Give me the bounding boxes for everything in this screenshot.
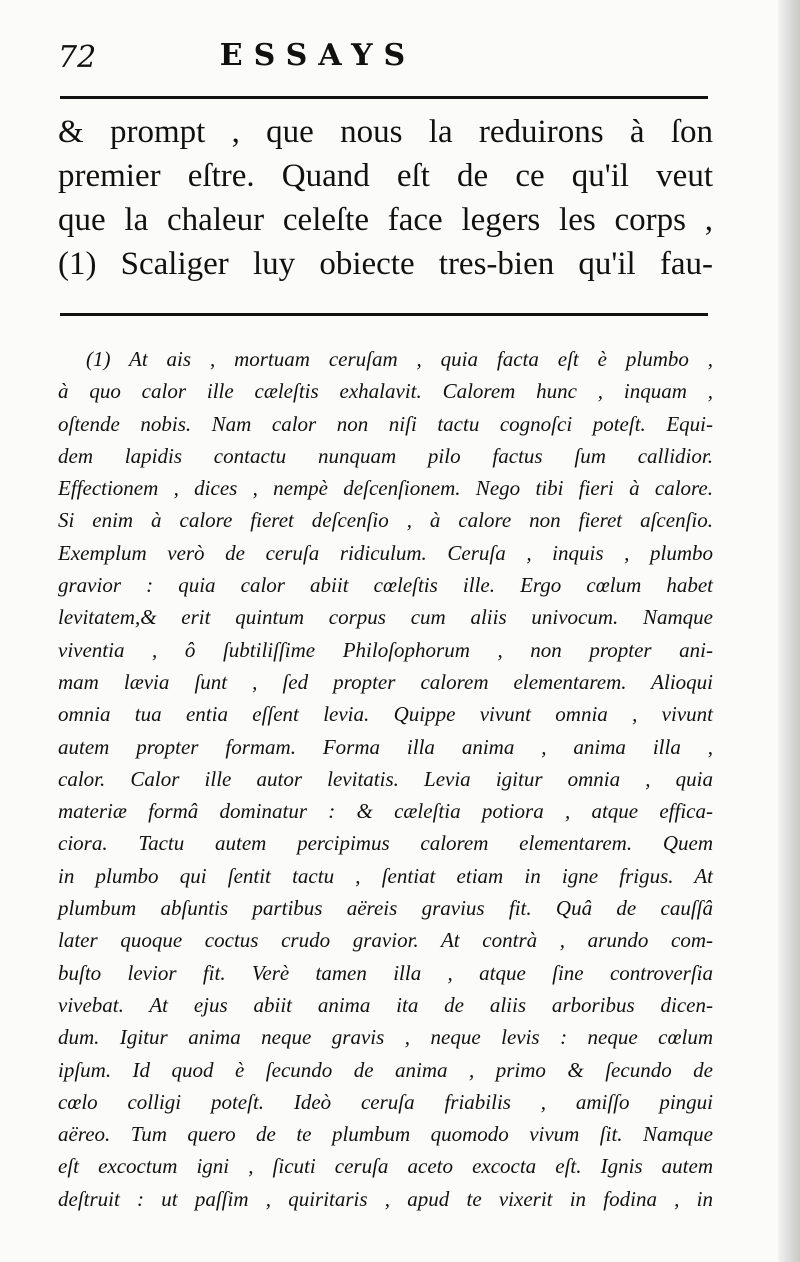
footnote-rule <box>60 313 708 316</box>
footnote-line: deſtruit : ut paſſim , quiritaris , apud te vixerit in fodina , in <box>58 1186 713 1211</box>
footnote-line: cœlo colligi poteſt. Ideò ceruſa friabilis , amiſſo pingui <box>58 1089 713 1114</box>
footnote-line: ciora. Tactu autem percipimus calorem elementarem. Quem <box>58 831 713 856</box>
footnote-line: plumbum abſuntis partibus aëreis gravius fit. Quâ de cauſſâ <box>58 896 713 921</box>
page-number: 72 <box>58 40 97 75</box>
footnote-line: vivebat. At ejus abiit anima ita de aliis arboribus dicen- <box>58 992 713 1017</box>
footnote-line: buſto levior fit. Verè tamen illa , atque ſine controverſia <box>58 960 713 985</box>
footnote-line: Effectionem , dices , nempè deſcenſionem. Nego tibi fieri à calore. <box>58 476 713 501</box>
page-header <box>58 36 708 76</box>
main-text-line: premier eſtre. Quand eſt de ce qu'il veut <box>58 158 713 194</box>
main-text <box>58 110 713 286</box>
footnote-line: ipſum. Id quod è ſecundo de anima , primo & ſecundo de <box>58 1057 713 1082</box>
footnote-line: Si enim à calore fieret deſcenſio , à calore non fieret aſcenſio. <box>58 508 713 533</box>
footnote-line: à quo calor ille cæleſtis exhalavit. Calorem hunc , inquam , <box>58 379 713 404</box>
running-head: ESSAYS <box>219 38 417 73</box>
main-text-line: (1) Scaliger luy obiecte tres-bien qu'il fau- <box>58 246 713 282</box>
footnote-line: eſt excoctum igni , ſicuti ceruſa aceto excocta eſt. Ignis autem <box>58 1154 713 1179</box>
main-text-line: & prompt , que nous la reduirons à ſon <box>58 114 713 150</box>
footnote-line: dum. Igitur anima neque gravis , neque levis : neque cœlum <box>58 1025 713 1050</box>
footnote-line: mam lævia ſunt , ſed propter calorem elementarem. Alioqui <box>58 669 713 694</box>
footnote-line: omnia tua entia eſſent levia. Quippe vivunt omnia , vivunt <box>58 702 713 727</box>
footnote-line: Exemplum verò de ceruſa ridiculum. Ceruſa , inquis , plumbo <box>58 540 713 565</box>
footnote-line: dem lapidis contactu nunquam pilo factus ſum callidior. <box>58 443 713 468</box>
footnote <box>58 343 713 1215</box>
footnote-line: in plumbo qui ſentit tactu , ſentiat etiam in igne frigus. At <box>58 863 713 888</box>
footnote-line: viventia , ô ſubtiliſſime Philoſophorum , non propter ani- <box>58 637 713 662</box>
footnote-line: (1) At ais , mortuam ceruſam , quia facta eſt è plumbo , <box>86 347 713 371</box>
footnote-line: aëreo. Tum quero de te plumbum quomodo vivum ſit. Namque <box>58 1122 713 1147</box>
footnote-line: levitatem,& erit quintum corpus cum aliis univocum. Namque <box>58 605 713 630</box>
footnote-line: later quoque coctus crudo gravior. At contrà , arundo com- <box>58 928 713 953</box>
footnote-line: autem propter formam. Forma illa anima , anima illa , <box>58 734 713 759</box>
footnote-line: oſtende nobis. Nam calor non niſi tactu cognoſci poteſt. Equi- <box>58 411 713 436</box>
main-text-line: que la chaleur celeſte face legers les corps , <box>58 202 713 238</box>
footnote-line: materiæ formâ dominatur : & cæleſtia potiora , atque effica- <box>58 799 713 824</box>
footnote-line: calor. Calor ille autor levitatis. Levia igitur omnia , quia <box>58 766 713 791</box>
header-rule <box>60 96 708 99</box>
footnote-line: gravior : quia calor abiit cœleſtis ille. Ergo cœlum habet <box>58 573 713 598</box>
page-edge-shadow <box>778 0 800 1262</box>
